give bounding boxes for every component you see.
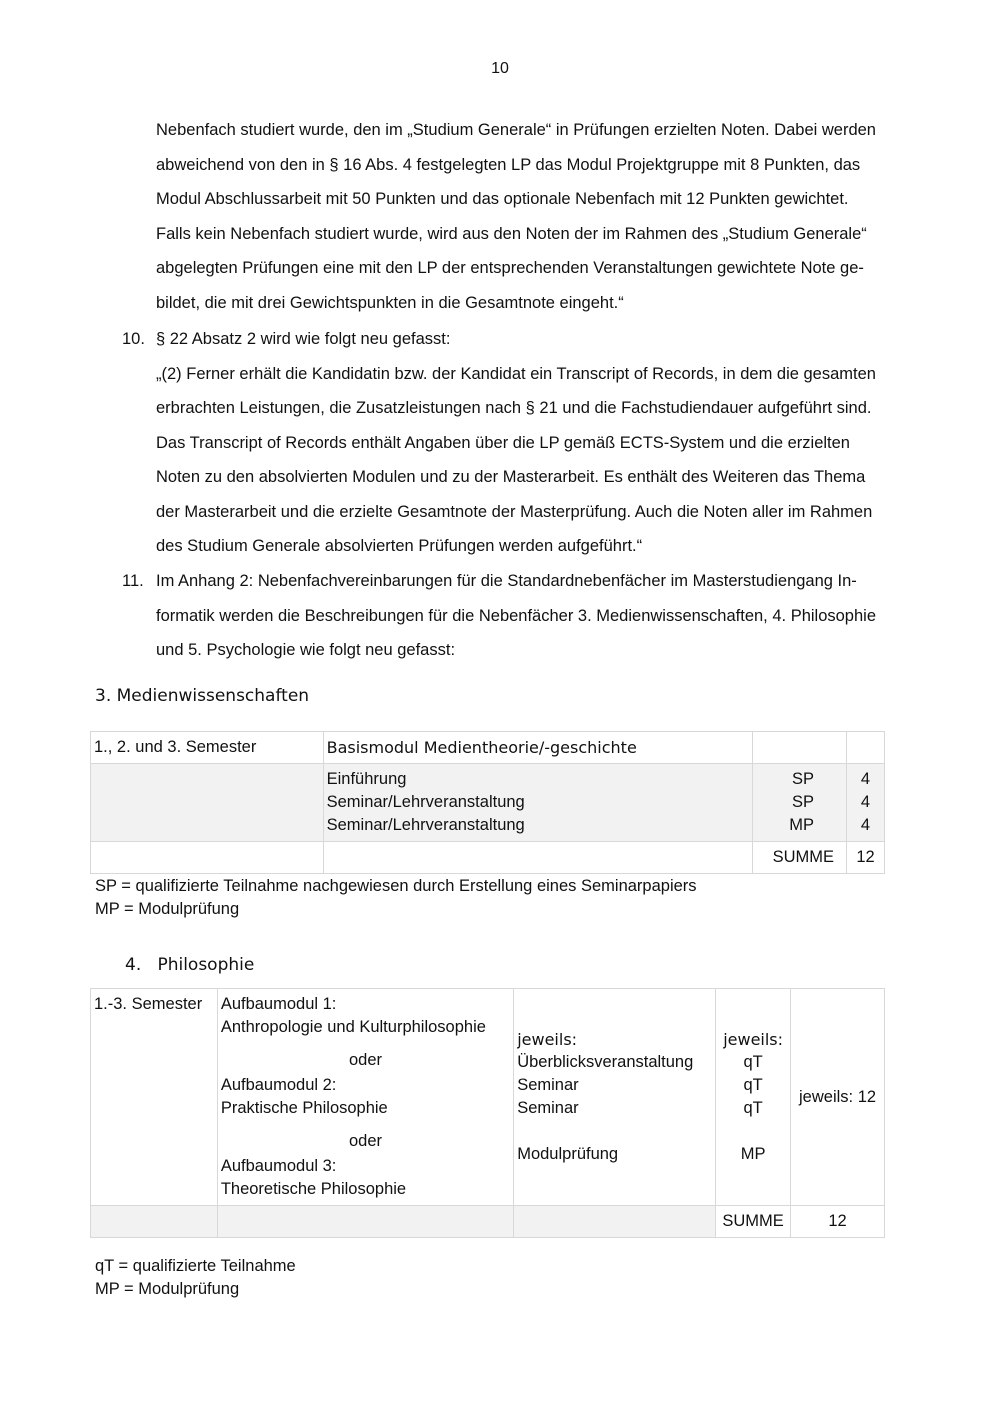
sum-label-cell: SUMME [753,842,847,874]
type-item: qT [743,1053,763,1071]
page-number: 10 [491,60,509,77]
text-line: abweichend von den in § 16 Abs. 4 festgelegten LP das Modul Projektgruppe mit 8 Punkten, das [156,155,861,174]
sum-label-cell: SUMME [716,1206,791,1238]
course-item: Seminar [517,1099,579,1117]
text-line: bildet, die mit drei Gewichtspunkten in die Gesamtnote eingeht.“ [156,293,624,312]
text-line: formatik werden die Beschreibungen für die Nebenfächer 3. Medienwissenschaften, 4. Philosophie [156,606,877,625]
legend-line: SP = qualifizierte Teilnahme nachgewiesen durch Erstellung eines Seminarpapiers [95,877,697,895]
table-row [91,989,885,1206]
text-line: der Masterarbeit und die erzielte Gesamtnote der Masterprüfung. Auch die Noten aller im Rahmen [156,502,873,521]
text-line: Nebenfach studiert wurde, den im „Studium Generale“ in Prüfungen erzielten Noten. Dabei werden [156,121,876,139]
module-title: Aufbaumodul 3: [220,1157,337,1175]
semester-cell: 1.-3. Semester [91,989,218,1206]
text-line: Modul Abschlussarbeit mit 50 Punkten und das optionale Nebenfach mit 12 Punkten gewichtet. [156,190,849,208]
continuation-paragraph [156,113,876,320]
type-item: MP [789,816,814,834]
section-heading-philosophie [125,955,254,975]
module-name: Theoretische Philosophie [220,1180,407,1198]
sum-value-cell: 12 [847,842,885,874]
courses-header: jeweils: [517,1030,578,1049]
oder-separator: oder [348,1051,383,1069]
type-item: SP [791,770,814,788]
text-line: des Studium Generale absolvierten Prüfungen werden aufgeführt.“ [156,537,643,555]
type-item: SP [791,793,814,811]
empty-cell [323,842,752,874]
item-11-text [156,564,876,668]
type-item: qT [743,1076,763,1094]
types-cell [716,989,791,1206]
course-item: Seminar/Lehrveranstaltung [326,816,525,834]
item-10-number: 10. [122,330,145,348]
legend-line: qT = qualifizierte Teilnahme [95,1257,296,1275]
types-cell [753,764,847,842]
legend-line: MP = Modulprüfung [95,900,240,918]
heading-text: Philosophie [157,955,255,975]
type-item: MP [740,1145,766,1163]
points-item: 4 [860,816,871,834]
legend-line: MP = Modulprüfung [95,1280,240,1298]
heading-number: 4. [125,955,142,975]
empty-cell [514,1206,716,1238]
table-row [91,764,885,842]
points-item: 4 [860,770,871,788]
text-line: und 5. Psychologie wie folgt neu gefasst: [156,641,456,659]
modules-cell [217,989,513,1206]
text-line: „(2) Ferner erhält die Kandidatin bzw. der Kandidat ein Transcript of Records, in dem die gesamten [156,364,876,383]
course-item: Überblicksveranstaltung [517,1053,694,1071]
sum-value-cell: 12 [791,1206,885,1238]
empty-cell [217,1206,513,1238]
text-line: abgelegten Prüfungen eine mit den LP der entsprechenden Veranstaltungen gewichtete Note ge- [156,259,864,277]
text-line: Falls kein Nebenfach studiert wurde, wird aus den Noten der im Rahmen des „Studium Generale“ [156,224,867,243]
medien-legend [95,875,697,921]
text-line: erbrachten Leistungen, die Zusatzleistungen nach § 21 und die Fachstudiendauer aufgeführt sind. [156,399,872,417]
points-item: 4 [860,793,871,811]
course-item: Einführung [326,770,407,788]
course-item: Seminar [517,1076,579,1094]
table-row [91,842,885,874]
item-11-number: 11. [122,572,144,590]
empty-cell [91,842,324,874]
text-line: § 22 Absatz 2 wird wie folgt neu gefasst: [156,330,451,348]
empty-cell [91,1206,218,1238]
course-item: Modulprüfung [517,1145,619,1163]
module-title: Aufbaumodul 1: [220,995,337,1013]
type-item: qT [743,1099,763,1117]
course-item: Seminar/Lehrveranstaltung [326,793,525,811]
semester-cell: 1., 2. und 3. Semester [91,732,324,764]
oder-separator: oder [348,1132,383,1150]
types-header: jeweils: [723,1030,784,1049]
courses-cell [514,989,716,1206]
text-line: Noten zu den absolvierten Modulen und zu der Masterarbeit. Es enthält des Weiteren das Thema [156,468,866,486]
module-name: Anthropologie und Kulturphilosophie [220,1018,486,1036]
module-name: Praktische Philosophie [220,1099,388,1117]
points-cell: jeweils: 12 [791,989,885,1206]
section-heading-medien: 3. Medienwissenschaften [95,686,310,706]
item-10-text [156,322,876,564]
courses-cell [323,764,752,842]
medien-table [90,731,885,874]
table-row [91,1206,885,1238]
table-row [91,732,885,764]
philosophie-table [90,988,885,1238]
points-cell [847,764,885,842]
text-line: Im Anhang 2: Nebenfachvereinbarungen für die Standardnebenfächer im Masterstudiengang In- [156,572,857,590]
empty-cell [847,732,885,764]
empty-cell [753,732,847,764]
module-title: Aufbaumodul 2: [220,1076,337,1094]
philosophie-legend [95,1255,296,1301]
module-title-cell: Basismodul Medientheorie/-geschichte [323,732,752,764]
empty-cell [91,764,324,842]
text-line: Das Transcript of Records enthält Angaben über die LP gemäß ECTS-System und die erzielten [156,433,850,452]
